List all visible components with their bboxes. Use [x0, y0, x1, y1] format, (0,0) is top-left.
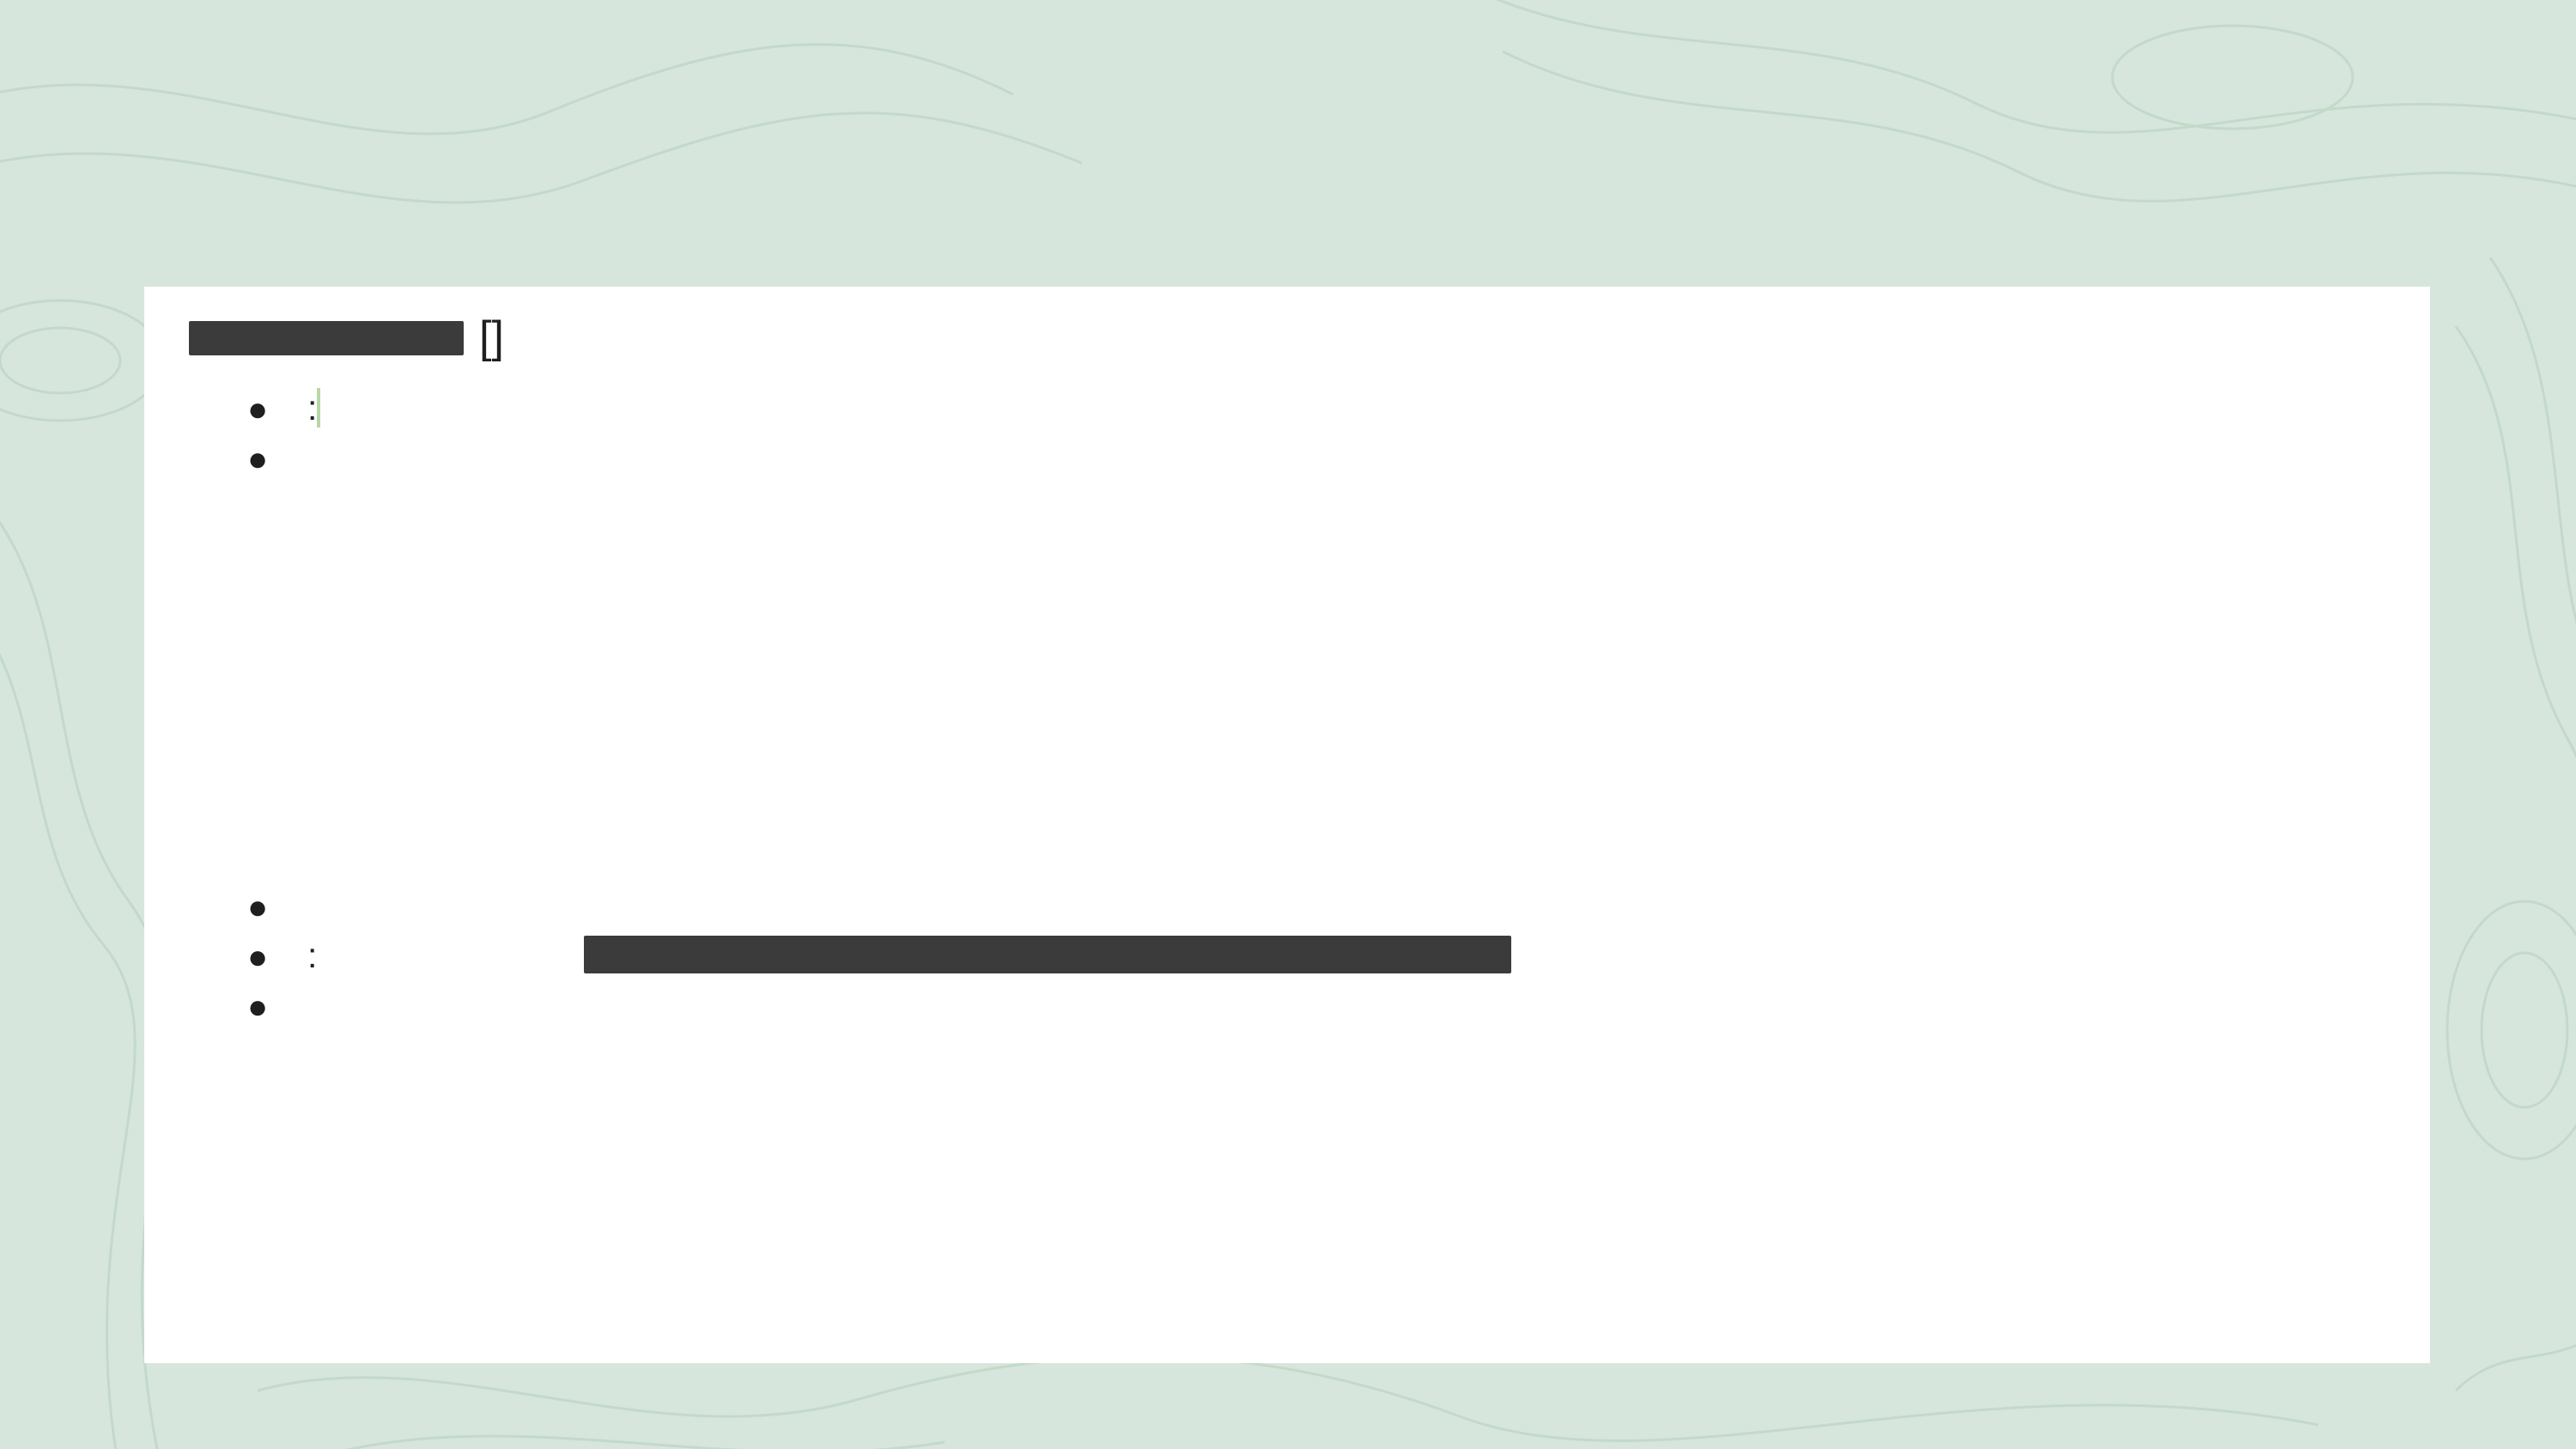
bullet-dot: ●	[247, 938, 269, 976]
bullet-dot: ●	[247, 391, 269, 428]
document-screenshot	[144, 287, 2430, 1363]
bullet-dot: ●	[247, 440, 269, 478]
bullet-dot: ●	[247, 988, 269, 1026]
redacted-team-names	[584, 936, 1511, 973]
team-line: :	[307, 936, 318, 975]
status-line: :	[307, 383, 320, 433]
bullet-dot: ●	[247, 888, 269, 926]
status-badge	[317, 388, 320, 427]
redacted-project-name	[189, 321, 464, 355]
document-body	[144, 287, 2430, 1363]
one-pager-link-row: []	[479, 312, 504, 362]
